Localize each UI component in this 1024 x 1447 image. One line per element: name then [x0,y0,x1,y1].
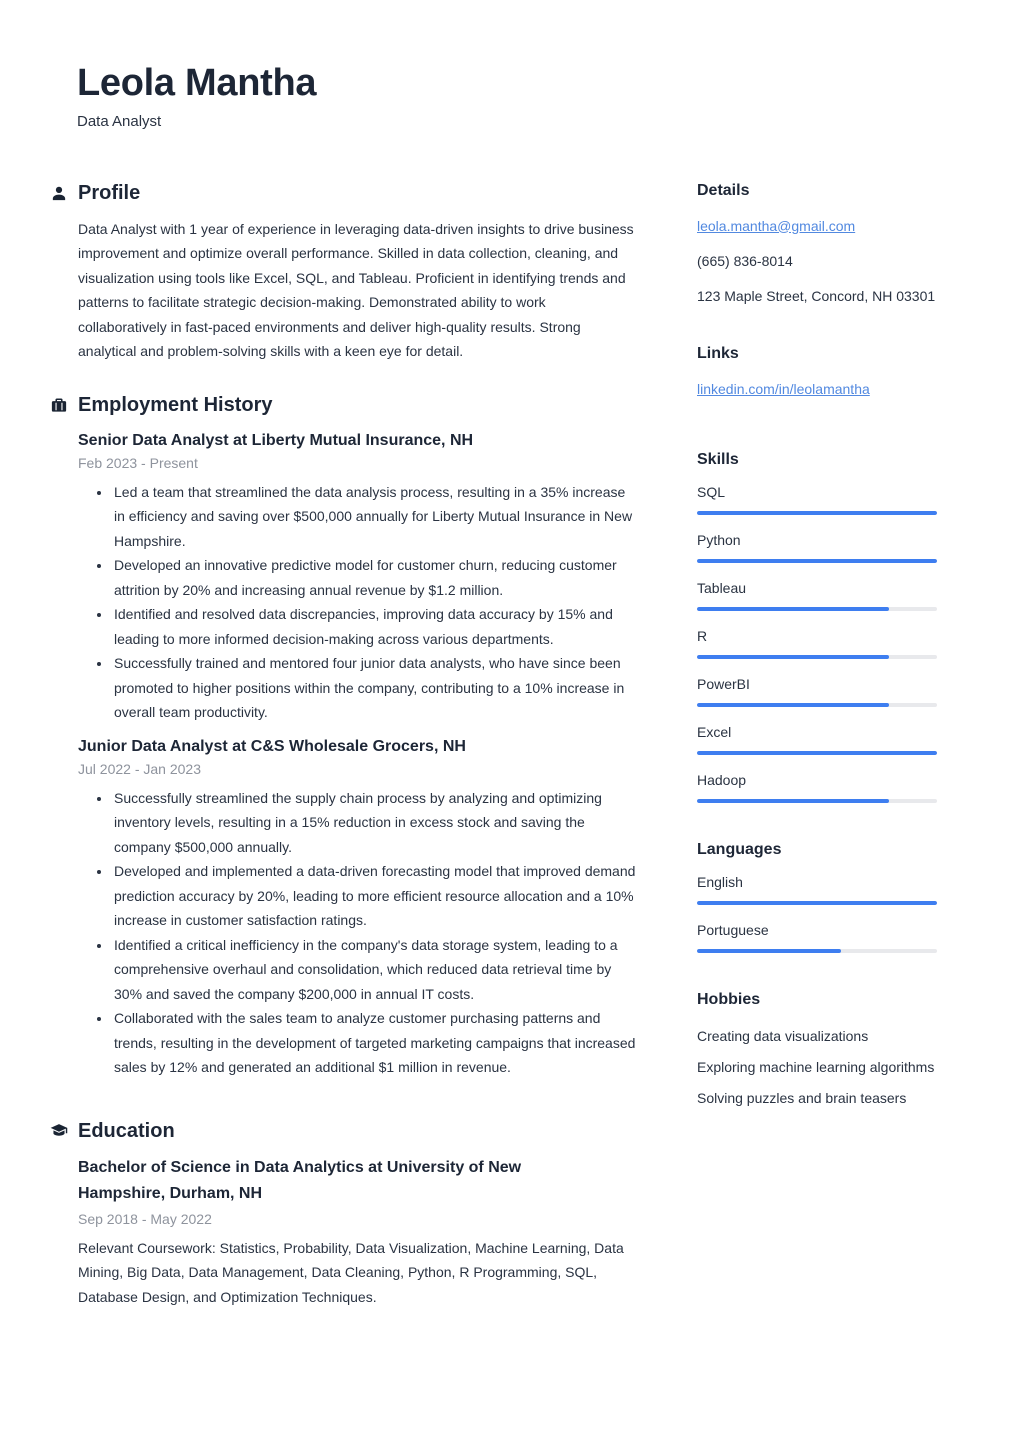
resume-header [77,62,1024,130]
job-entry [78,735,637,1080]
skill-bar-fill [697,751,937,755]
graduation-cap-icon [50,1122,68,1140]
skill-bar-fill [697,607,889,611]
hobbies-heading: Hobbies [697,990,761,1008]
employment-section-header [50,394,637,417]
employment-body [78,429,637,1080]
skill-bar-fill [697,703,889,707]
section-profile [50,182,637,364]
bullet-item: • Identified a critical inefficiency in the company's data storage system, leading to a comprehensive overhaul and consolidation, which reduced data retrieval time by 30% and saved the company $200,000 in annual IT costs. [112,933,637,1007]
profile-summary: Data Analyst with 1 year of experience in leveraging data-driven insights to drive business improvement and optimize overall performance. Skilled in data collection, cleaning, and visualization using tools like Excel, SQL, and Tableau. Proficient in identifying trends and patterns to facilitate strategic decision-making. Demonstrated ability to work collaboratively in fast-paced environments and deliver high-quality results. Strong analytical and problem-solving skills with a keen eye for detail. [78,220,634,360]
links-heading: Links [697,344,739,362]
hobby-item: Exploring machine learning algorithms [697,1058,935,1075]
skill-bar-track [697,511,937,515]
skill-label: R [697,627,708,644]
language-label: English [697,873,743,890]
skills-section [697,451,937,803]
details-section [697,182,937,307]
linkedin-link[interactable]: linkedin.com/in/leolamantha [697,380,870,397]
job-title: Junior Data Analyst at C&S Wholesale Grocers, NH [78,737,466,755]
bullet-item: • Developed an innovative predictive model for customer churn, reducing customer attrition by 20% and increasing annual revenue by $1.2 million. [112,553,637,602]
job-entry [78,429,637,725]
skill-bar-track [697,655,937,659]
skill-label: Tableau [697,579,747,596]
bullet-item: • Successfully streamlined the supply chain process by analyzing and optimizing inventory levels, resulting in a 15% reduction in excess stock and saving the company $500,000 annually. [112,786,637,860]
skill-label: SQL [697,483,726,500]
sidebar-column [697,182,937,1310]
skill-row [697,772,937,803]
skill-row [697,676,937,707]
profile-heading: Profile [78,181,141,204]
address: 123 Maple Street, Concord, NH 03301 [697,287,936,304]
links-section [697,345,937,413]
skill-bar-track [697,607,937,611]
hobby-item: Solving puzzles and brain teasers [697,1089,907,1106]
language-row [697,874,937,905]
employment-heading: Employment History [78,393,273,416]
bullet-item: • Developed and implemented a data-driven forecasting model that improved demand prediction accuracy by 20%, leading to more efficient resource allocation and a 10% increase in customer satisfaction ratings. [112,859,637,933]
skill-bar-track [697,751,937,755]
skill-bar-fill [697,511,937,515]
skill-bar-track [697,703,937,707]
details-heading: Details [697,181,750,199]
job-bullet-list [93,480,637,725]
education-body [78,1155,637,1309]
education-description: Relevant Coursework: Statistics, Probability, Data Visualization, Machine Learning, Data Mining, Big Data, Data Management, Data Cleaning, Python, R Programming, SQL, Database Design, and Optimization Techniques. [78,1239,624,1305]
language-bar-track [697,901,937,905]
skill-bar-fill [697,799,889,803]
language-bar-fill [697,901,937,905]
candidate-job-title: Data Analyst [77,112,162,130]
skill-label: PowerBI [697,675,750,692]
skill-row [697,580,937,611]
skill-row [697,532,937,563]
person-icon [50,184,68,202]
skill-bar-track [697,799,937,803]
email-link[interactable]: leola.mantha@gmail.com [697,217,856,234]
briefcase-icon [50,396,68,414]
section-education [50,1120,637,1309]
language-label: Portuguese [697,921,769,938]
phone-number: (665) 836-8014 [697,252,793,269]
degree-title: Bachelor of Science in Data Analytics at University of New Hampshire, Durham, NH [78,1158,522,1203]
job-dates: Feb 2023 - Present [78,454,198,471]
languages-heading: Languages [697,840,782,858]
bullet-item: • Collaborated with the sales team to analyze customer purchasing patterns and trends, resulting in the development of targeted marketing campaigns that increased sales by 12% and generated an additional $1 million in revenue. [112,1006,637,1080]
job-title: Senior Data Analyst at Liberty Mutual Insurance, NH [78,431,474,449]
language-bar-fill [697,949,841,953]
hobby-item: Creating data visualizations [697,1027,869,1044]
skill-bar-track [697,559,937,563]
language-row [697,922,937,953]
hobbies-section [697,991,937,1110]
skill-row [697,724,937,755]
profile-section-header [50,182,637,205]
main-column [50,182,637,1310]
bullet-item: • Led a team that streamlined the data analysis process, resulting in a 35% increase in efficiency and saving over $500,000 annually for Liberty Mutual Insurance in New Hampshire. [112,480,637,554]
job-bullet-list [93,786,637,1080]
bullet-item: • Successfully trained and mentored four junior data analysts, who have since been promoted to higher positions within the company, contributing to a 10% increase in overall team productivity. [112,651,637,725]
education-dates: Sep 2018 - May 2022 [78,1210,212,1227]
skill-row [697,628,937,659]
languages-section [697,841,937,953]
candidate-name: Leola Mantha [77,62,317,104]
profile-body [78,217,637,364]
bullet-item: • Identified and resolved data discrepancies, improving data accuracy by 15% and leading to more informed decision-making across various departments. [112,602,637,651]
skill-row [697,484,937,515]
skill-label: Excel [697,723,732,740]
section-employment-history [50,394,637,1080]
skill-bar-fill [697,559,937,563]
content-columns [0,182,1024,1310]
skills-heading: Skills [697,450,739,468]
language-bar-track [697,949,937,953]
education-heading: Education [78,1119,175,1142]
skill-label: Hadoop [697,771,747,788]
education-section-header [50,1120,637,1143]
skill-bar-fill [697,655,889,659]
job-dates: Jul 2022 - Jan 2023 [78,760,201,777]
skill-label: Python [697,531,741,548]
